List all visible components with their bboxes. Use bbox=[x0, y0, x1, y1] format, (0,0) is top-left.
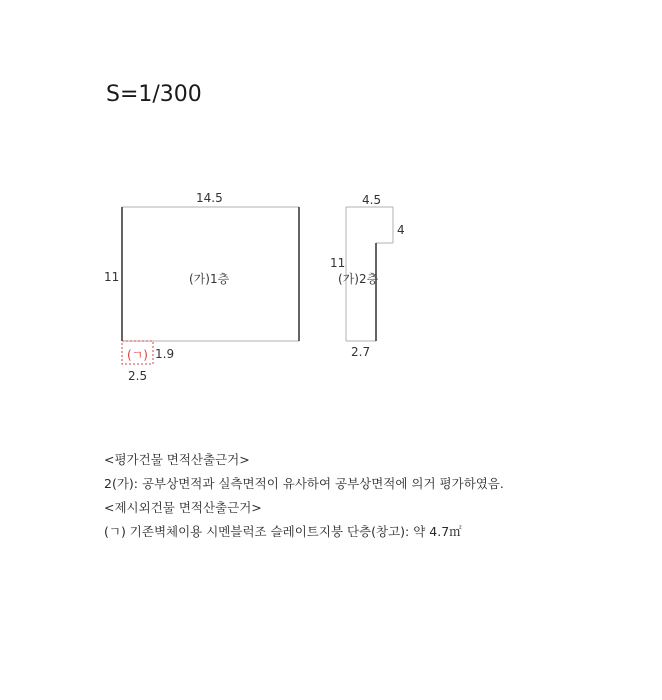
building-1-name: (가)1층 bbox=[189, 272, 230, 286]
note-line-4: (ㄱ) 기존벽체이용 시멘블럭조 슬레이트지붕 단층(창고): 약 4.7㎡ bbox=[104, 524, 462, 539]
building-1-height-label: 11 bbox=[104, 270, 120, 284]
annex-width-label: 2.5 bbox=[128, 369, 148, 383]
building-2-bottom-width-label: 2.7 bbox=[351, 345, 371, 359]
note-line-1: <평가건물 면적산출근거> bbox=[104, 452, 250, 467]
building-2-top-width-label: 4.5 bbox=[362, 193, 382, 207]
building-2-step-label: 4 bbox=[397, 223, 405, 237]
building-2-name: (가)2층 bbox=[338, 272, 379, 286]
building-2-height-label: 11 bbox=[330, 256, 346, 270]
note-line-3: <제시외건물 면적산출근거> bbox=[104, 500, 262, 515]
note-line-2: 2(가): 공부상면적과 실측면적이 유사하여 공부상면적에 의거 평가하였음. bbox=[104, 476, 504, 491]
annex-height-label: 1.9 bbox=[155, 347, 175, 361]
scale-label: S=1/300 bbox=[106, 82, 202, 107]
building-1-width-label: 14.5 bbox=[196, 191, 223, 205]
annex-name: (ㄱ) bbox=[127, 348, 148, 362]
